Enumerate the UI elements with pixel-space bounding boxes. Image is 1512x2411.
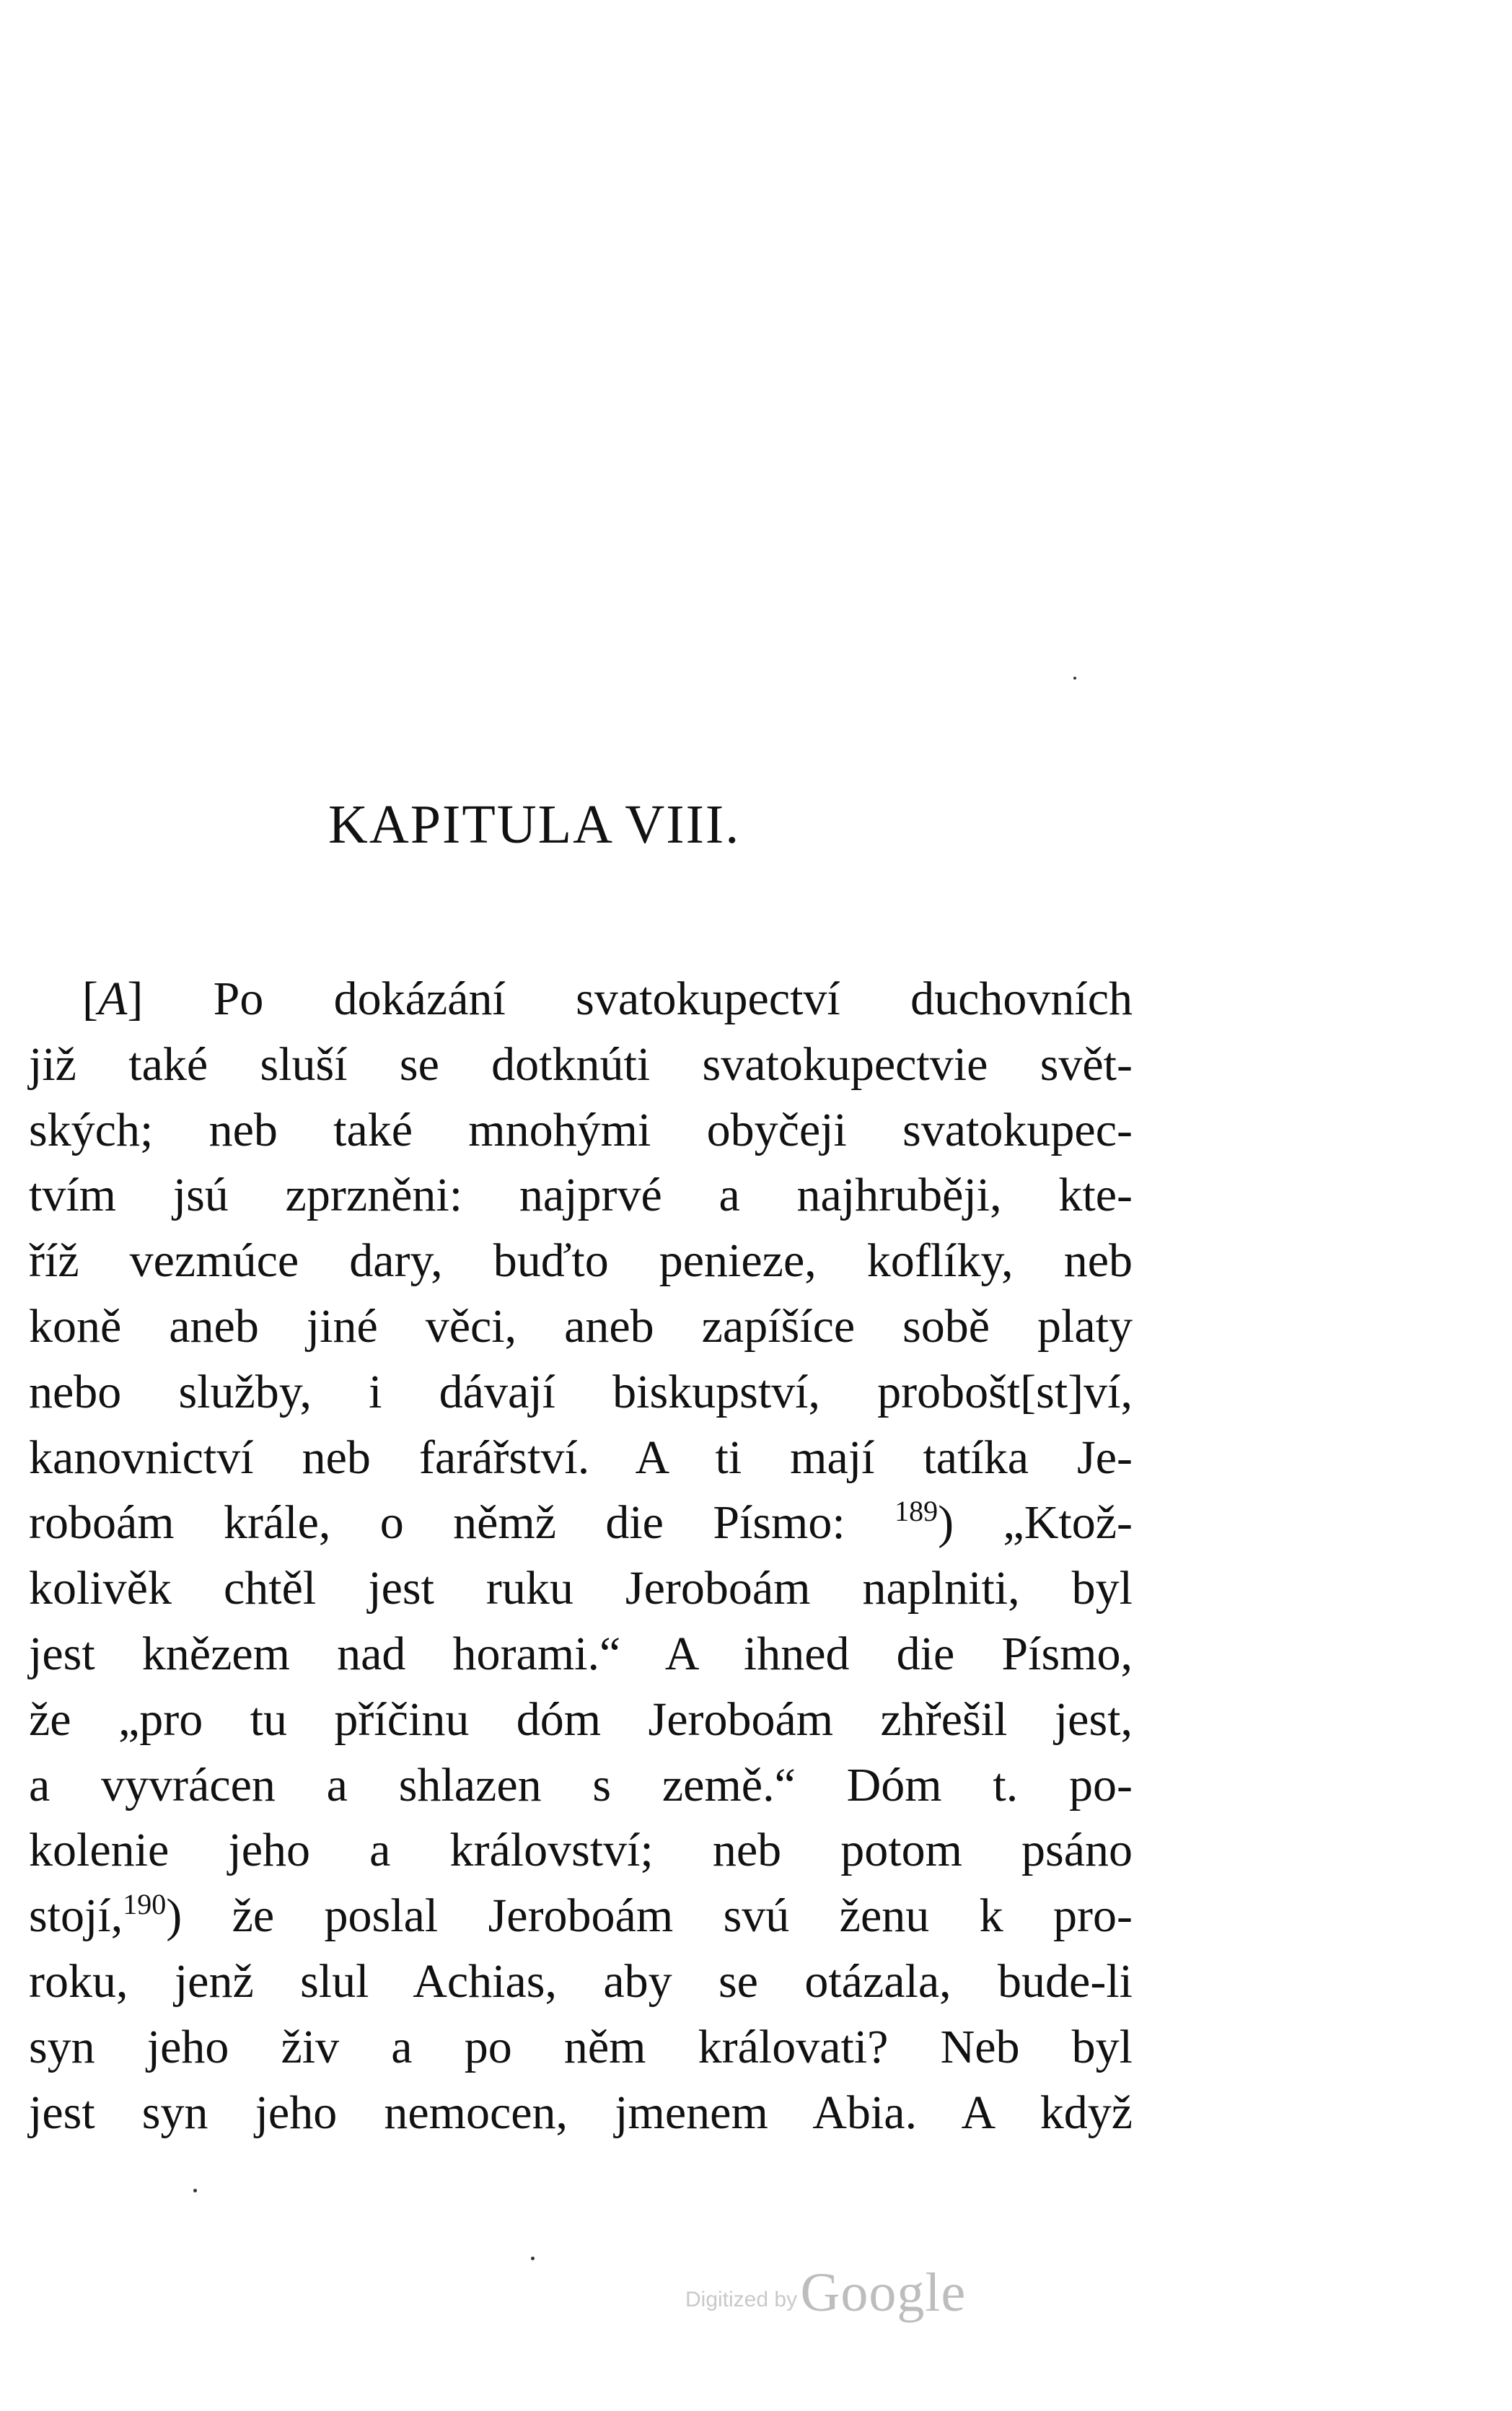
scan-speck xyxy=(193,2189,197,2192)
section-letter: A xyxy=(97,972,128,1025)
text-line: syn jeho živ a po něm královati? Neb byl xyxy=(29,2020,1133,2073)
text-span: roboám krále, o němž die Písmo: xyxy=(29,1496,895,1550)
text-span: ) že poslal Jeroboám svú ženu k pro- xyxy=(166,1889,1133,1943)
text-span: [ xyxy=(82,972,98,1025)
text-span: ) „Ktož- xyxy=(938,1496,1133,1550)
text-line: říž vezmúce dary, buďto penieze, koflíky, neb xyxy=(29,1234,1133,1288)
text-line: kolivěk chtěl jest ruku Jeroboám naplniti, byl xyxy=(29,1562,1133,1615)
scan-speck xyxy=(1073,677,1076,680)
text-line: kolenie jeho a království; neb potom psáno xyxy=(29,1824,1133,1877)
text-line: již také sluší se dotknúti svatokupectvie svět- xyxy=(29,1037,1133,1091)
text-line: tvím jsú zprzněni: najprvé a najhruběji, kte- xyxy=(29,1169,1133,1222)
chapter-title: KAPITULA VIII. xyxy=(328,794,741,855)
footnote-reference: 189 xyxy=(895,1495,939,1528)
text-line xyxy=(29,967,1133,1032)
text-line: kanovnictví neb farářství. A ti mají tatíka Je- xyxy=(29,1431,1133,1484)
text-line: koně aneb jiné věci, aneb zapíšíce sobě platy xyxy=(29,1299,1133,1353)
text-line: jest syn jeho nemocen, jmenem Abia. A když xyxy=(29,2086,1133,2139)
text-span: stojí, xyxy=(29,1889,123,1943)
text-line xyxy=(29,1490,1133,1556)
text-line: že „pro tu příčinu dóm Jeroboám zhřešil jest, xyxy=(29,1692,1133,1746)
text-span: ] Po dokázání svatokupectví duchovních xyxy=(127,972,1133,1025)
watermark-brand: Google xyxy=(800,2262,967,2323)
watermark-prefix: Digitized by xyxy=(685,2288,798,2311)
text-line: jest knězem nad horami.“ A ihned die Písmo, xyxy=(29,1627,1133,1680)
text-line: ských; neb také mnohými obyčeji svatokupec- xyxy=(29,1103,1133,1156)
text-line: roku, jenž slul Achias, aby se otázala, bude-li xyxy=(29,1954,1133,2008)
text-line xyxy=(29,1884,1133,1949)
text-line: nebo služby, i dávají biskupství, probošt[st]ví, xyxy=(29,1365,1133,1418)
scan-speck xyxy=(531,2257,535,2260)
text-line: a vyvrácen a shlazen s země.“ Dóm t. po- xyxy=(29,1758,1133,1811)
digitized-watermark xyxy=(685,2262,966,2324)
body-paragraph xyxy=(29,967,1133,2146)
footnote-reference: 190 xyxy=(123,1888,167,1921)
